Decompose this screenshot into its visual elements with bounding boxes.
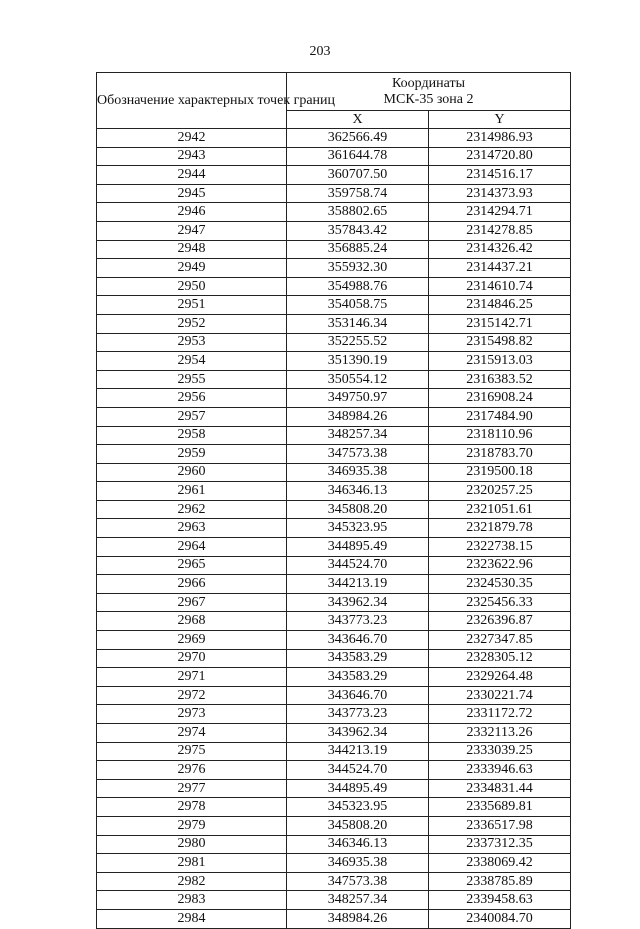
- header-coordinates-line1: Координаты: [392, 75, 465, 91]
- table-row: [97, 203, 571, 222]
- x-cell: 343962.34: [287, 593, 429, 612]
- point-id-cell: 2942: [97, 129, 287, 148]
- y-cell: 2314516.17: [429, 166, 571, 185]
- x-cell: 354988.76: [287, 277, 429, 296]
- x-cell: 353146.34: [287, 314, 429, 333]
- x-cell: 344213.19: [287, 575, 429, 594]
- x-cell: 345323.95: [287, 519, 429, 538]
- point-id-cell: 2945: [97, 184, 287, 203]
- y-cell: 2325456.33: [429, 593, 571, 612]
- x-cell: 352255.52: [287, 333, 429, 352]
- y-cell: 2315498.82: [429, 333, 571, 352]
- y-cell: 2314294.71: [429, 203, 571, 222]
- x-cell: 360707.50: [287, 166, 429, 185]
- table-row: [97, 705, 571, 724]
- point-id-cell: 2948: [97, 240, 287, 259]
- table-row: [97, 259, 571, 278]
- point-id-cell: 2976: [97, 761, 287, 780]
- y-cell: 2324530.35: [429, 575, 571, 594]
- point-id-cell: 2955: [97, 370, 287, 389]
- point-id-cell: 2982: [97, 872, 287, 891]
- point-id-cell: 2953: [97, 333, 287, 352]
- y-cell: 2338785.89: [429, 872, 571, 891]
- y-cell: 2314720.80: [429, 147, 571, 166]
- y-cell: 2330221.74: [429, 686, 571, 705]
- table-row: [97, 463, 571, 482]
- point-id-cell: 2952: [97, 314, 287, 333]
- x-cell: 346935.38: [287, 854, 429, 873]
- point-id-cell: 2960: [97, 463, 287, 482]
- table-row: [97, 891, 571, 910]
- table-row: [97, 352, 571, 371]
- x-cell: 343646.70: [287, 631, 429, 650]
- y-cell: 2334831.44: [429, 779, 571, 798]
- table-row: [97, 129, 571, 148]
- y-cell: 2333039.25: [429, 742, 571, 761]
- point-id-cell: 2983: [97, 891, 287, 910]
- page-number: 203: [309, 44, 331, 59]
- x-cell: 358802.65: [287, 203, 429, 222]
- table-row: [97, 872, 571, 891]
- y-cell: 2329264.48: [429, 668, 571, 687]
- point-id-cell: 2962: [97, 500, 287, 519]
- point-id-cell: 2971: [97, 668, 287, 687]
- table-row: [97, 333, 571, 352]
- x-cell: 346346.13: [287, 482, 429, 501]
- table-row: [97, 389, 571, 408]
- point-id-cell: 2978: [97, 798, 287, 817]
- y-cell: 2335689.81: [429, 798, 571, 817]
- y-cell: 2315142.71: [429, 314, 571, 333]
- header-points: Обозначение характерных точек границ: [97, 73, 287, 129]
- y-cell: 2316383.52: [429, 370, 571, 389]
- point-id-cell: 2949: [97, 259, 287, 278]
- table-row: [97, 314, 571, 333]
- y-cell: 2336517.98: [429, 816, 571, 835]
- x-cell: 355932.30: [287, 259, 429, 278]
- point-id-cell: 2947: [97, 221, 287, 240]
- x-cell: 344524.70: [287, 556, 429, 575]
- x-cell: 354058.75: [287, 296, 429, 315]
- y-cell: 2320257.25: [429, 482, 571, 501]
- y-cell: 2318783.70: [429, 445, 571, 464]
- y-cell: 2314278.85: [429, 221, 571, 240]
- coordinates-table: [96, 72, 571, 929]
- table-row: [97, 816, 571, 835]
- x-cell: 361644.78: [287, 147, 429, 166]
- y-cell: 2339458.63: [429, 891, 571, 910]
- x-cell: 349750.97: [287, 389, 429, 408]
- point-id-cell: 2959: [97, 445, 287, 464]
- point-id-cell: 2944: [97, 166, 287, 185]
- point-id-cell: 2954: [97, 352, 287, 371]
- y-cell: 2322738.15: [429, 538, 571, 557]
- table-row: [97, 407, 571, 426]
- y-cell: 2326396.87: [429, 612, 571, 631]
- table-row: [97, 631, 571, 650]
- x-cell: 346346.13: [287, 835, 429, 854]
- x-cell: 343962.34: [287, 724, 429, 743]
- point-id-cell: 2961: [97, 482, 287, 501]
- table-row: [97, 854, 571, 873]
- y-cell: 2319500.18: [429, 463, 571, 482]
- y-cell: 2314326.42: [429, 240, 571, 259]
- table-row: [97, 147, 571, 166]
- y-cell: 2333946.63: [429, 761, 571, 780]
- table-row: [97, 556, 571, 575]
- point-id-cell: 2957: [97, 407, 287, 426]
- table-row: [97, 482, 571, 501]
- point-id-cell: 2970: [97, 649, 287, 668]
- table-row: [97, 166, 571, 185]
- y-cell: 2314373.93: [429, 184, 571, 203]
- table-row: [97, 500, 571, 519]
- table-row: [97, 575, 571, 594]
- y-cell: 2316908.24: [429, 389, 571, 408]
- point-id-cell: 2981: [97, 854, 287, 873]
- x-cell: 344213.19: [287, 742, 429, 761]
- table-row: [97, 686, 571, 705]
- y-cell: 2328305.12: [429, 649, 571, 668]
- y-cell: 2327347.85: [429, 631, 571, 650]
- x-cell: 348984.26: [287, 407, 429, 426]
- point-id-cell: 2969: [97, 631, 287, 650]
- y-cell: 2340084.70: [429, 909, 571, 928]
- point-id-cell: 2951: [97, 296, 287, 315]
- table-row: [97, 761, 571, 780]
- header-y: Y: [429, 111, 571, 129]
- point-id-cell: 2973: [97, 705, 287, 724]
- y-cell: 2338069.42: [429, 854, 571, 873]
- x-cell: 345808.20: [287, 500, 429, 519]
- table-row: [97, 909, 571, 928]
- table-row: [97, 668, 571, 687]
- x-cell: 343646.70: [287, 686, 429, 705]
- x-cell: 345323.95: [287, 798, 429, 817]
- point-id-cell: 2950: [97, 277, 287, 296]
- point-id-cell: 2943: [97, 147, 287, 166]
- x-cell: 346935.38: [287, 463, 429, 482]
- x-cell: 357843.42: [287, 221, 429, 240]
- x-cell: 351390.19: [287, 352, 429, 371]
- x-cell: 343773.23: [287, 705, 429, 724]
- x-cell: 345808.20: [287, 816, 429, 835]
- y-cell: 2321051.61: [429, 500, 571, 519]
- x-cell: 362566.49: [287, 129, 429, 148]
- x-cell: 347573.38: [287, 445, 429, 464]
- point-id-cell: 2979: [97, 816, 287, 835]
- table-row: [97, 742, 571, 761]
- y-cell: 2314986.93: [429, 129, 571, 148]
- table-row: [97, 426, 571, 445]
- table-row: [97, 221, 571, 240]
- x-cell: 348257.34: [287, 426, 429, 445]
- table-row: [97, 612, 571, 631]
- x-cell: 343583.29: [287, 649, 429, 668]
- table-row: [97, 240, 571, 259]
- table-row: [97, 779, 571, 798]
- y-cell: 2318110.96: [429, 426, 571, 445]
- point-id-cell: 2967: [97, 593, 287, 612]
- x-cell: 343583.29: [287, 668, 429, 687]
- x-cell: 347573.38: [287, 872, 429, 891]
- table-body: [97, 129, 571, 929]
- point-id-cell: 2974: [97, 724, 287, 743]
- y-cell: 2332113.26: [429, 724, 571, 743]
- table-row: [97, 835, 571, 854]
- y-cell: 2317484.90: [429, 407, 571, 426]
- point-id-cell: 2964: [97, 538, 287, 557]
- point-id-cell: 2977: [97, 779, 287, 798]
- x-cell: 350554.12: [287, 370, 429, 389]
- table-row: [97, 724, 571, 743]
- table-row: [97, 538, 571, 557]
- table-row: [97, 445, 571, 464]
- x-cell: 348257.34: [287, 891, 429, 910]
- x-cell: 343773.23: [287, 612, 429, 631]
- y-cell: 2315913.03: [429, 352, 571, 371]
- point-id-cell: 2972: [97, 686, 287, 705]
- point-id-cell: 2958: [97, 426, 287, 445]
- table-row: [97, 370, 571, 389]
- y-cell: 2314846.25: [429, 296, 571, 315]
- y-cell: 2314610.74: [429, 277, 571, 296]
- y-cell: 2323622.96: [429, 556, 571, 575]
- header-coordinates-line2: МСК-35 зона 2: [383, 91, 474, 107]
- point-id-cell: 2956: [97, 389, 287, 408]
- x-cell: 344895.49: [287, 538, 429, 557]
- point-id-cell: 2946: [97, 203, 287, 222]
- point-id-cell: 2965: [97, 556, 287, 575]
- table-row: [97, 296, 571, 315]
- y-cell: 2321879.78: [429, 519, 571, 538]
- table-row: [97, 184, 571, 203]
- point-id-cell: 2968: [97, 612, 287, 631]
- point-id-cell: 2984: [97, 909, 287, 928]
- x-cell: 344895.49: [287, 779, 429, 798]
- point-id-cell: 2980: [97, 835, 287, 854]
- table-row: [97, 277, 571, 296]
- y-cell: 2337312.35: [429, 835, 571, 854]
- point-id-cell: 2966: [97, 575, 287, 594]
- x-cell: 356885.24: [287, 240, 429, 259]
- table-row: [97, 593, 571, 612]
- table-row: [97, 519, 571, 538]
- x-cell: 359758.74: [287, 184, 429, 203]
- y-cell: 2314437.21: [429, 259, 571, 278]
- point-id-cell: 2975: [97, 742, 287, 761]
- point-id-cell: 2963: [97, 519, 287, 538]
- x-cell: 344524.70: [287, 761, 429, 780]
- x-cell: 348984.26: [287, 909, 429, 928]
- table-row: [97, 798, 571, 817]
- y-cell: 2331172.72: [429, 705, 571, 724]
- table-row: [97, 649, 571, 668]
- header-x: X: [287, 111, 429, 129]
